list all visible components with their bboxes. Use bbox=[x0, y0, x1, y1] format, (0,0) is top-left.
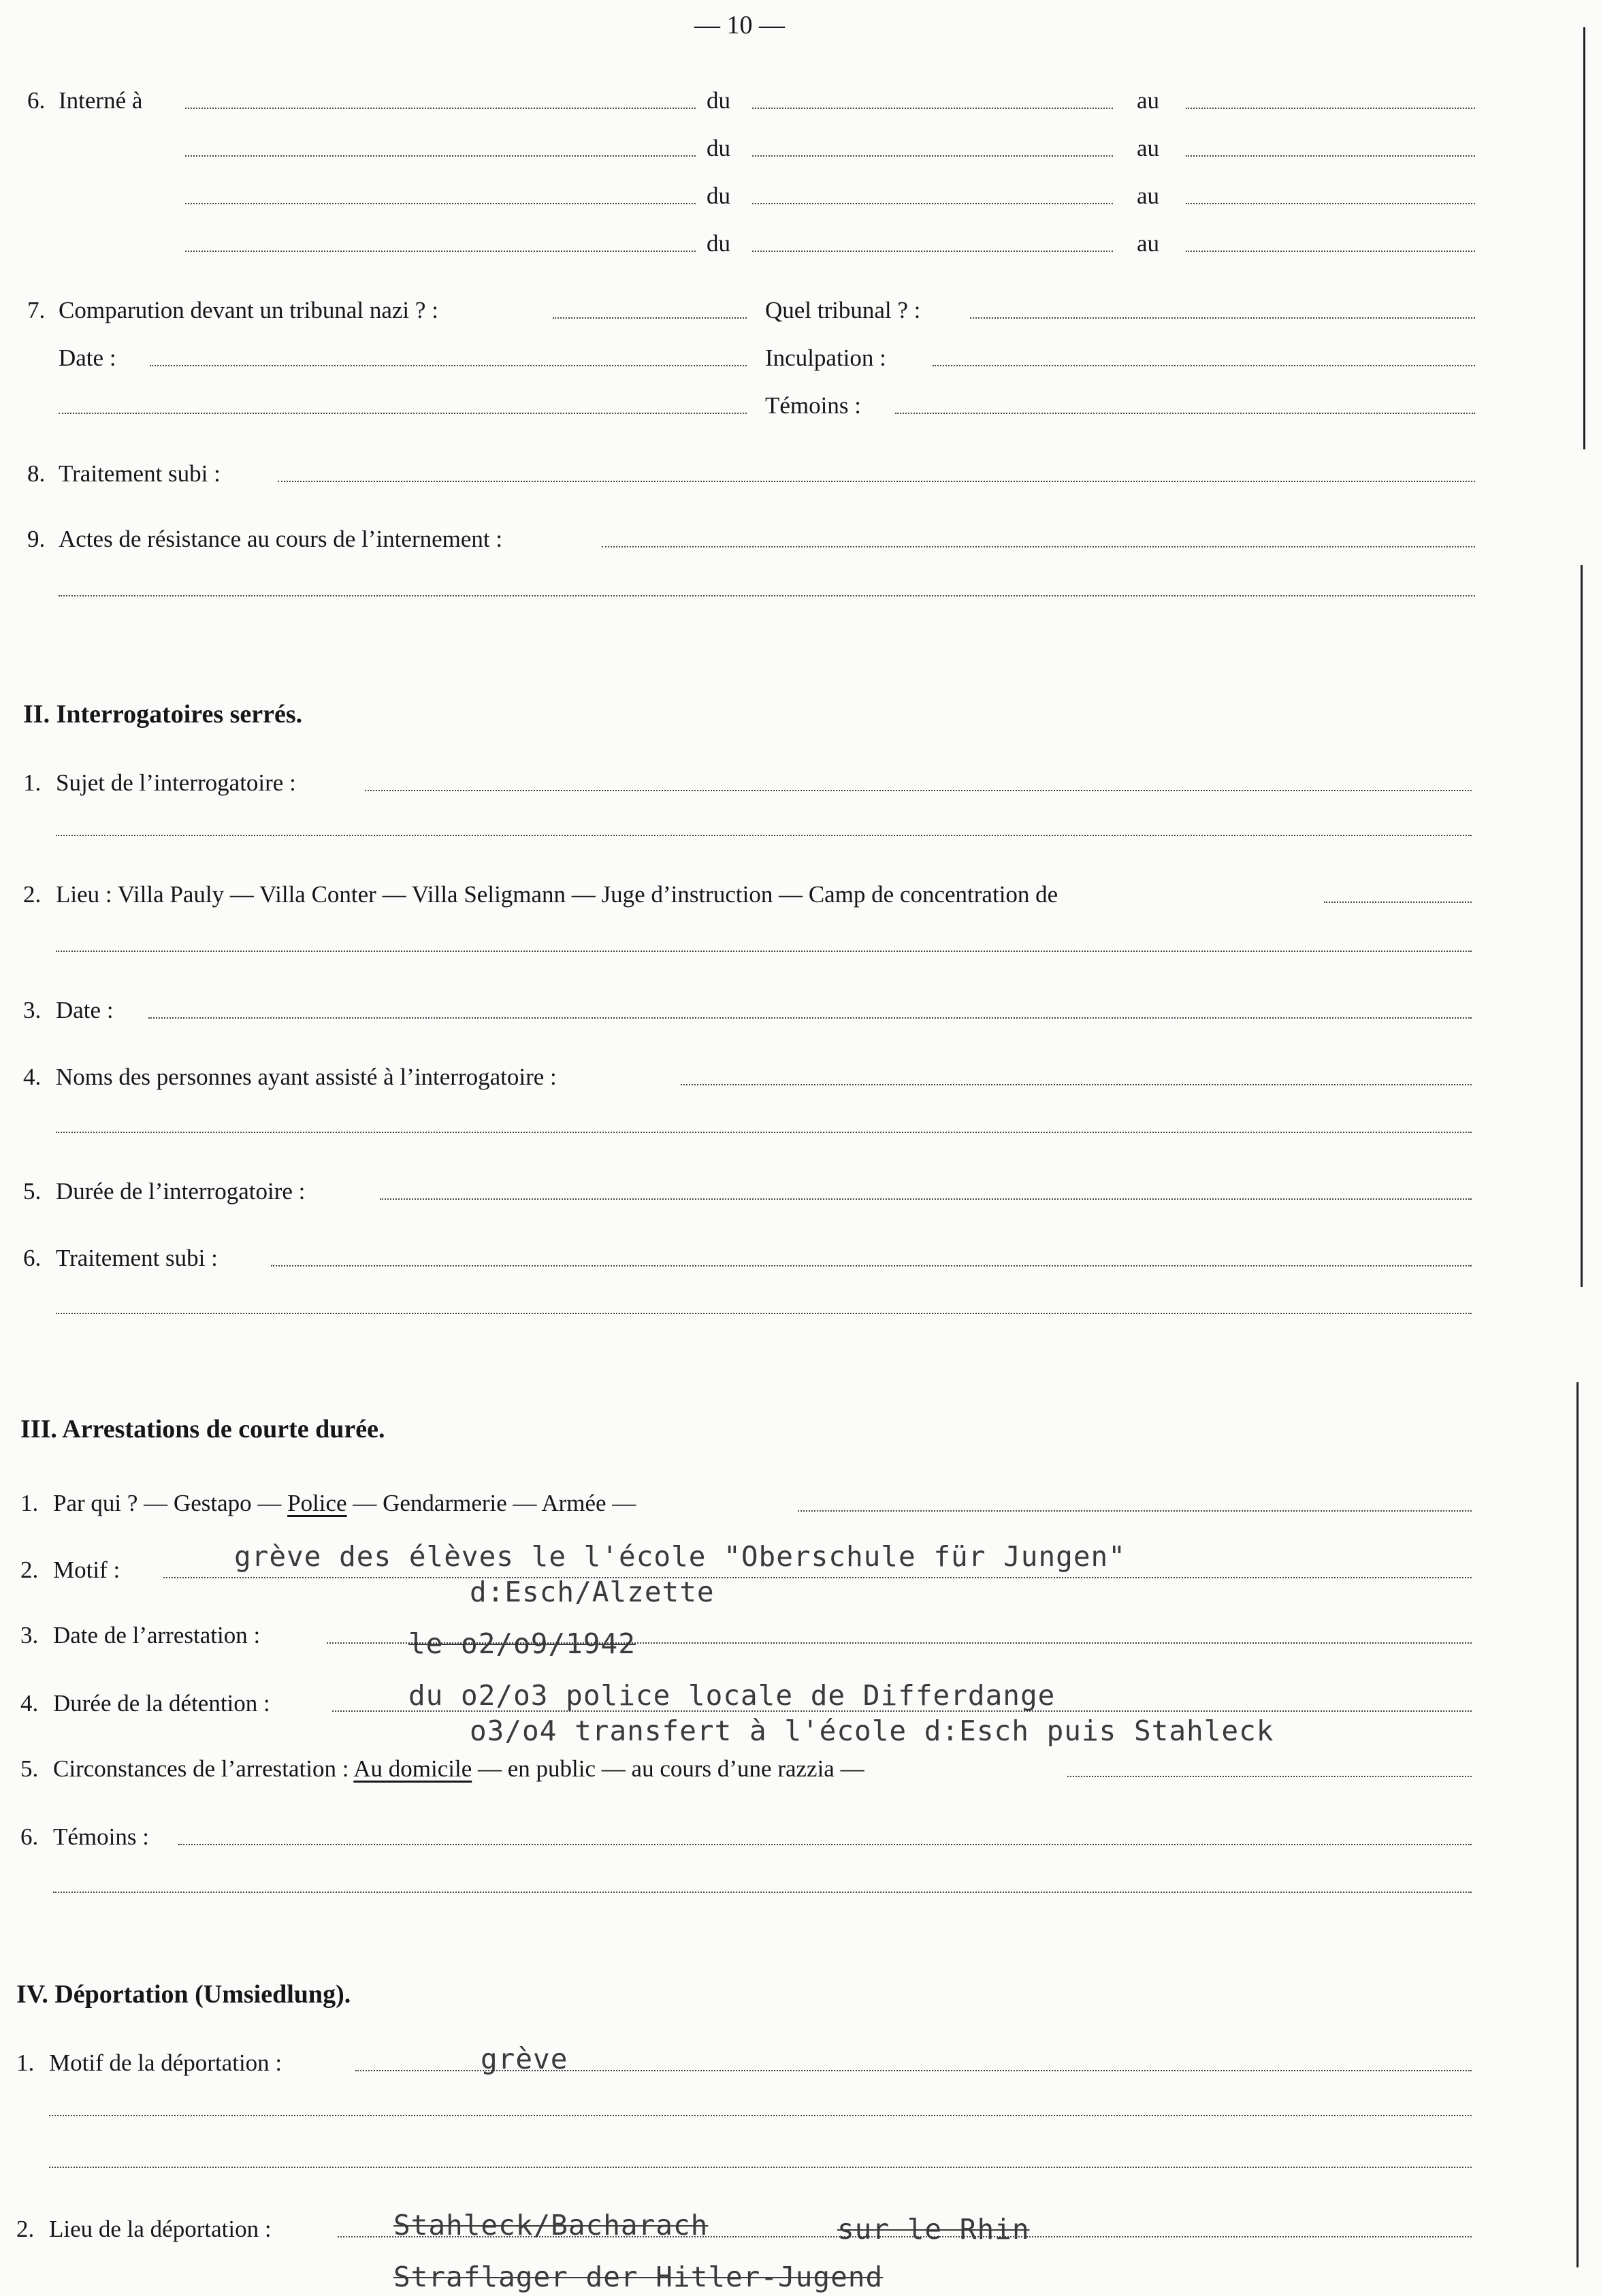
question-label: Date de l’arrestation : bbox=[53, 1622, 261, 1648]
fill-line bbox=[163, 1577, 1472, 1578]
question-number: 2. bbox=[23, 881, 42, 908]
question-label: Durée de l’interrogatoire : bbox=[56, 1178, 306, 1205]
fill-line bbox=[59, 595, 1475, 596]
fill-line bbox=[1186, 203, 1475, 204]
fill-line bbox=[1186, 251, 1475, 252]
question-number: 7. bbox=[27, 297, 46, 323]
question-number: 1. bbox=[20, 1490, 39, 1516]
fill-line bbox=[148, 1017, 1472, 1019]
scan-edge-mark bbox=[1583, 27, 1585, 449]
fill-line bbox=[56, 951, 1472, 952]
question-number: 6. bbox=[23, 1245, 42, 1271]
fill-line bbox=[798, 1510, 1472, 1512]
fill-line bbox=[185, 155, 696, 157]
fill-line bbox=[553, 317, 747, 319]
fill-line bbox=[56, 835, 1472, 836]
fill-line bbox=[1324, 902, 1472, 903]
label-part: Par qui ? — Gestapo — bbox=[53, 1490, 282, 1516]
du-label: du bbox=[707, 87, 730, 114]
section-3-heading: III. Arrestations de courte durée. bbox=[20, 1415, 385, 1444]
label-part: — en public — au cours d’une razzia — bbox=[478, 1755, 864, 1782]
typed-answer: Stahleck/Bacharach bbox=[393, 2209, 709, 2242]
question-number: 2. bbox=[20, 1557, 39, 1583]
question-label bbox=[53, 1757, 864, 1781]
du-label: du bbox=[707, 182, 730, 209]
question-label: Comparution devant un tribunal nazi ? : bbox=[59, 297, 438, 323]
fill-line bbox=[185, 203, 696, 204]
fill-line bbox=[185, 251, 696, 252]
section-4-heading: IV. Déportation (Umsiedlung). bbox=[16, 1980, 351, 2009]
question-number: 1. bbox=[23, 769, 42, 796]
typed-answer: du o2/o3 police locale de Differdange bbox=[408, 1679, 1056, 1712]
question-label: Lieu : Villa Pauly — Villa Conter — Villa Seligmann — Juge d’instruction — Camp de concentration de bbox=[56, 881, 1058, 908]
fill-line bbox=[278, 481, 1475, 482]
scan-edge-mark bbox=[1576, 1382, 1579, 2267]
scan-edge-mark bbox=[1581, 565, 1583, 1287]
domicile-underlined: Au domicile bbox=[353, 1755, 472, 1782]
police-underlined: Police bbox=[287, 1490, 347, 1516]
question-label: Témoins : bbox=[53, 1823, 149, 1850]
fill-line bbox=[178, 1844, 1472, 1845]
question-number: 4. bbox=[20, 1690, 39, 1717]
fill-line bbox=[49, 2115, 1472, 2116]
typed-answer: d:Esch/Alzette bbox=[470, 1576, 715, 1608]
fill-line bbox=[365, 790, 1472, 791]
fill-line bbox=[56, 1132, 1472, 1133]
fill-line bbox=[53, 1892, 1472, 1893]
fill-line bbox=[150, 365, 747, 366]
fill-line bbox=[933, 365, 1475, 366]
fill-line bbox=[56, 1313, 1472, 1314]
au-label: au bbox=[1137, 182, 1160, 209]
fill-line bbox=[752, 155, 1113, 157]
question-number: 6. bbox=[20, 1823, 39, 1850]
question-number: 6. bbox=[27, 87, 46, 114]
question-label: Actes de résistance au cours de l’internement : bbox=[59, 526, 503, 552]
question-number: 5. bbox=[23, 1178, 42, 1205]
question-label: Interné à bbox=[59, 87, 143, 114]
section-2-heading: II. Interrogatoires serrés. bbox=[23, 700, 303, 729]
fill-line bbox=[895, 413, 1475, 414]
question-label: Durée de la détention : bbox=[53, 1690, 270, 1717]
question-number: 3. bbox=[23, 997, 42, 1023]
typed-answer: grève bbox=[481, 2043, 568, 2075]
typed-answer: Straflager der Hitler-Jugend bbox=[393, 2261, 884, 2293]
au-label: au bbox=[1137, 135, 1160, 161]
question-number: 2. bbox=[16, 2216, 35, 2242]
question-label: Motif de la déportation : bbox=[49, 2050, 282, 2076]
fill-line bbox=[681, 1084, 1472, 1085]
question-label: Date : bbox=[56, 997, 114, 1023]
du-label: du bbox=[707, 230, 730, 257]
question-label bbox=[53, 1491, 636, 1515]
question-number: 8. bbox=[27, 460, 46, 487]
fill-line bbox=[970, 317, 1475, 319]
question-label: Motif : bbox=[53, 1557, 120, 1583]
fill-line bbox=[271, 1265, 1472, 1266]
fill-line bbox=[1067, 1776, 1472, 1777]
typed-answer: o3/o4 transfert à l'école d:Esch puis Stahleck bbox=[470, 1715, 1274, 1747]
label-part: — Gendarmerie — Armée — bbox=[353, 1490, 636, 1516]
typed-answer: le o2/o9/1942 bbox=[408, 1627, 636, 1660]
fill-line bbox=[59, 413, 747, 414]
typed-answer: grève des élèves le l'école "Oberschule für Jungen" bbox=[234, 1540, 1126, 1573]
question-label: Traitement subi : bbox=[56, 1245, 218, 1271]
question-number: 5. bbox=[20, 1755, 39, 1782]
fill-line bbox=[602, 546, 1475, 547]
question-label: Noms des personnes ayant assisté à l’interrogatoire : bbox=[56, 1064, 557, 1090]
fill-line bbox=[752, 251, 1113, 252]
fill-line bbox=[1186, 155, 1475, 157]
question-label: Lieu de la déportation : bbox=[49, 2216, 272, 2242]
temoins-label: Témoins : bbox=[765, 392, 861, 419]
fill-line bbox=[1186, 108, 1475, 109]
au-label: au bbox=[1137, 87, 1160, 114]
page-number: — 10 — bbox=[694, 11, 785, 39]
fill-line bbox=[752, 108, 1113, 109]
au-label: au bbox=[1137, 230, 1160, 257]
label-part: Circonstances de l’arrestation : bbox=[53, 1755, 349, 1782]
typed-answer: sur le Rhin bbox=[837, 2213, 1030, 2246]
date-label: Date : bbox=[59, 345, 116, 371]
fill-line bbox=[752, 203, 1113, 204]
question-label: Traitement subi : bbox=[59, 460, 221, 487]
fill-line bbox=[380, 1198, 1472, 1200]
question-number: 4. bbox=[23, 1064, 42, 1090]
fill-line bbox=[49, 2167, 1472, 2168]
question-label: Sujet de l’interrogatoire : bbox=[56, 769, 296, 796]
question-number: 1. bbox=[16, 2050, 35, 2076]
question-number: 9. bbox=[27, 526, 46, 552]
question-number: 3. bbox=[20, 1622, 39, 1648]
fill-line bbox=[185, 108, 696, 109]
quel-tribunal-label: Quel tribunal ? : bbox=[765, 297, 921, 323]
inculpation-label: Inculpation : bbox=[765, 345, 886, 371]
du-label: du bbox=[707, 135, 730, 161]
